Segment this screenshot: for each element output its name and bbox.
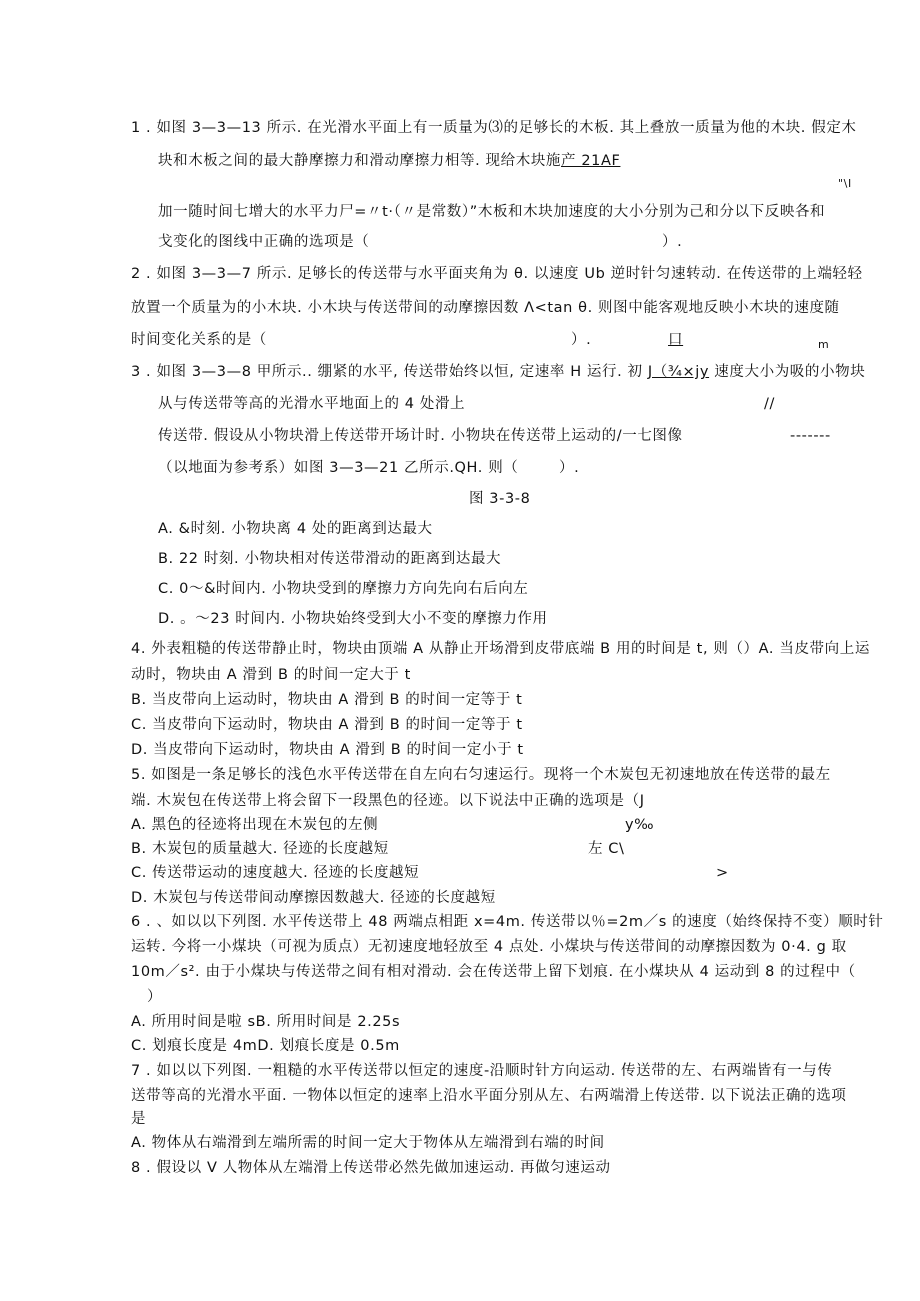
q5-option-c-fragment: > bbox=[716, 865, 729, 881]
q1-line-2-fragment: 产 21AF bbox=[561, 153, 621, 169]
q3-line-1-text: 3 . 如图 3—3—8 甲所示.. 绷紧的水平, 传送带始终以恒, 定速率 H 运行. 初 bbox=[131, 364, 643, 380]
q1-line-2-text: 块和木板之间的最大静摩擦力和滑动摩擦力相等. 现给木块施 bbox=[158, 153, 562, 169]
q3-figure-caption: 图 3-3-8 bbox=[469, 491, 531, 507]
q3-line-3-fragment: ------- bbox=[790, 428, 831, 444]
q5-option-b-fragment: 左 C\ bbox=[588, 841, 625, 857]
q3-line-2-fragment: // bbox=[764, 396, 775, 412]
q1-line-1: 1 . 如图 3—3—13 所示. 在光滑水平面上有一质量为⑶的足够长的木板. 其上叠放一质量为他的木块. 假定木 bbox=[131, 120, 857, 136]
q1-line-5-end: ）. bbox=[662, 234, 683, 250]
q5-line-2: 端. 木炭包在传送带上将会留下一段黑色的径迹。以下说法中正确的选项是（J bbox=[131, 793, 645, 809]
q1-line-2 bbox=[158, 151, 620, 171]
q7-option-a: A. 物体从右端滑到左端所需的时间一定大于物体从左端滑到右端的时间 bbox=[131, 1135, 605, 1151]
q5-option-a-fragment: y‰ bbox=[625, 817, 655, 833]
q3-line-4-end: ）. bbox=[559, 460, 580, 476]
q6-line-3: 10m／s². 由于小煤块与传送带之间有相对滑动. 会在传送带上留下划痕. 在小煤块从 4 运动到 8 的过程中（ bbox=[131, 964, 856, 980]
q4-line-1: 4. 外表粗糙的传送带静止时，物块由顶端 A 从静止开场滑到皮带底端 B 用的时间是 t, 则（）A. 当皮带向上运 bbox=[131, 641, 870, 657]
q2-line-3: 时间变化关系的是（ bbox=[131, 332, 267, 348]
q3-line-3: 传送带. 假设从小物块滑上传送带开场计时. 小物块在传送带上运动的/一七图像 bbox=[158, 428, 683, 444]
q5-option-d: D. 木炭包与传送带间动摩擦因数越大. 径迹的长度越短 bbox=[131, 890, 496, 906]
q4-option-d: D. 当皮带向下运动时，物块由 A 滑到 B 的时间一定小于 t bbox=[131, 742, 524, 758]
q7-line-2: 送带等高的光滑水平面. 一物体以恒定的速率上沿水平面分别从左、右两端滑上传送带. 以下说法正确的选项 bbox=[131, 1088, 847, 1104]
q1-line-5-text: 戈变化的图线中正确的选项是（ bbox=[158, 234, 370, 250]
q3-line-2: 从与传送带等高的光滑水平地面上的 4 处滑上 bbox=[158, 396, 466, 412]
q3-line-4: （以地面为参考系）如图 3—3—21 乙所示.QH. 则（ bbox=[158, 460, 519, 476]
q7-line-3: 是 bbox=[131, 1111, 147, 1127]
q7-line-1: 7 . 如以以下列图. 一粗糙的水平传送带以恒定的速度-沿顺时针方向运动. 传送带的左、右两端皆有一与传 bbox=[131, 1063, 833, 1079]
q1-line-4: 加一随时间七增大的水平力尸=〃t·（〃是常数）”木板和木块加速度的大小分别为己和分以下反映各和 bbox=[158, 204, 826, 220]
q6-line-1: 6 . 、如以以下列图. 水平传送带上 48 两端点相距 x=4m. 传送带以％=2m／s 的速度（始终保持不变）顺时针 bbox=[131, 914, 884, 930]
q2-line-1: 2 . 如图 3—3—7 所示. 足够长的传送带与水平面夹角为 θ. 以速度 Ub 逆时针匀速转动. 在传送带的上端轻轻 bbox=[131, 266, 863, 282]
q2-line-3-end: ）. bbox=[571, 332, 592, 348]
q3-line-1-text-end: 速度大小为吸的小物块 bbox=[714, 364, 866, 380]
q3-option-c: C. 0～&时间内. 小物块受到的摩擦力方向先向右后向左 bbox=[158, 581, 529, 597]
q5-option-c: C. 传送带运动的速度越大. 径迹的长度越短 bbox=[131, 865, 420, 881]
q2-line-3-fragment: 口 bbox=[668, 332, 684, 348]
q6-options-ab: A. 所用时间是啦 sB. 所用时间是 2.25s bbox=[131, 1014, 401, 1030]
q6-line-4: ） bbox=[147, 989, 163, 1005]
q2-line-3-fragment-2: m bbox=[818, 338, 830, 351]
q5-line-1: 5. 如图是一条足够长的浅色水平传送带在自左向右匀速运行。现将一个木炭包无初速地放在传送带的最左 bbox=[131, 767, 831, 783]
q8-line-1: 8 . 假设以 V 人物体从左端滑上传送带必然先做加速运动. 再做匀速运动 bbox=[131, 1160, 611, 1176]
q3-option-b: B. 22 时刻. 小物块相对传送带滑动的距离到达最大 bbox=[158, 551, 502, 567]
q1-line-5 bbox=[158, 232, 369, 252]
q3-option-a: A. &时刻. 小物块离 4 处的距离到达最大 bbox=[158, 521, 433, 537]
q4-option-b: B. 当皮带向上运动时，物块由 A 滑到 B 的时间一定等于 t bbox=[131, 692, 523, 708]
q3-line-1-fragment: J（¾×jy bbox=[647, 364, 710, 380]
q5-option-a: A. 黑色的径迹将出现在木炭包的左侧 bbox=[131, 817, 379, 833]
q6-line-2: 运转. 今将一小煤块（可视为质点）无初速度地轻放至 4 点处. 小煤块与传送带间的动摩擦因数为 0·4. g 取 bbox=[131, 939, 847, 955]
q3-option-d: D. 。～23 时间内. 小物块始终受到大小不变的摩擦力作用 bbox=[158, 611, 548, 627]
q4-line-2: 动时，物块由 A 滑到 B 的时间一定大于 t bbox=[131, 667, 411, 683]
q1-line-3-fragment: "\I bbox=[838, 177, 852, 190]
q4-option-c: C. 当皮带向下运动时，物块由 A 滑到 B 的时间一定等于 t bbox=[131, 717, 523, 733]
q5-option-b: B. 木炭包的质量越大. 径迹的长度越短 bbox=[131, 841, 389, 857]
q6-options-cd: C. 划痕长度是 4mD. 划痕长度是 0.5m bbox=[131, 1038, 400, 1054]
q3-line-1 bbox=[131, 362, 865, 382]
q2-line-2: 放置一个质量为的小木块. 小木块与传送带间的动摩擦因数 Λ<tan θ. 则图中能客观地反映小木块的速度随 bbox=[131, 300, 840, 316]
